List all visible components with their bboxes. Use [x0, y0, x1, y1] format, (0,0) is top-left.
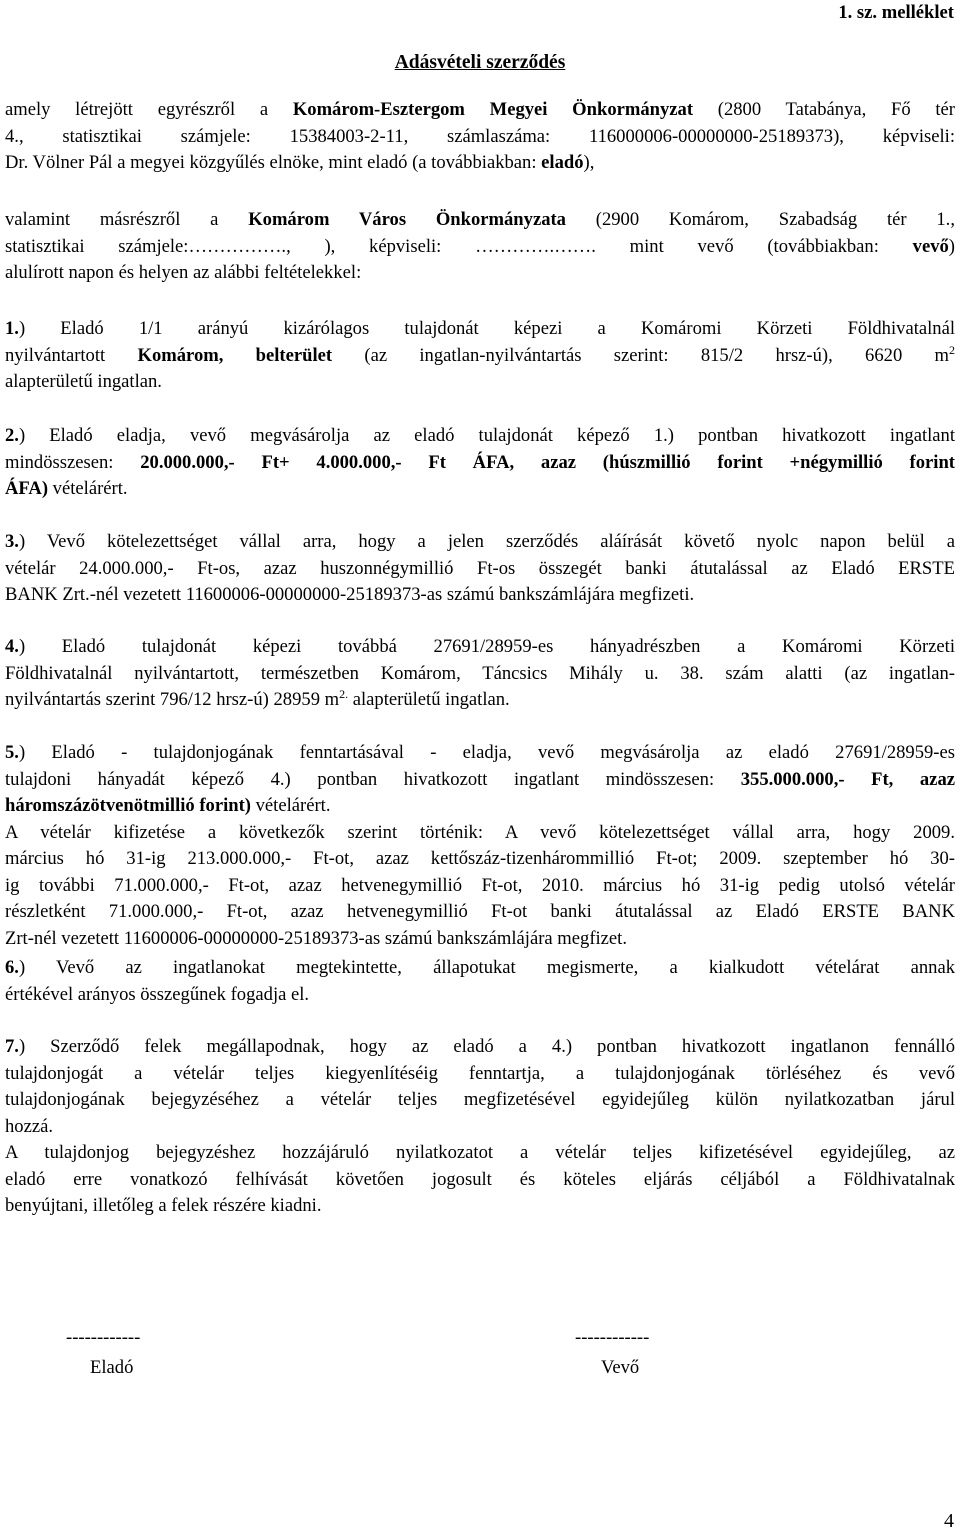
- section-5-line-8: Zrt-nél vezetett 11600006-00000000-25189373-as számú bankszámlájára megfizet.: [5, 927, 627, 949]
- signature-label-seller: Eladó: [90, 1357, 134, 1378]
- buyer-paragraph: [5, 207, 955, 287]
- section-5-line-7: részletként 71.000.000,- Ft-ot, azaz hetvenegymillió Ft-ot banki átutalással az Eladó ERSTE BANK: [5, 901, 955, 922]
- section-7-line-5: A tulajdonjog bejegyzéshez hozzájáruló nyilatkozatot a vételár teljes kifizetésével egyidejűleg, az: [5, 1142, 955, 1163]
- section-6-line-2: értékével arányos összegűnek fogadja el.: [5, 983, 310, 1005]
- section-7-line-1: 7.) Szerződő felek megállapodnak, hogy az eladó a 4.) pontban hivatkozott ingatlanon fennálló: [5, 1036, 955, 1057]
- section-6: [5, 955, 955, 1008]
- section-1-line-3: alapterületű ingatlan.: [5, 371, 162, 392]
- buyer-line-3: alulírott napon és helyen az alábbi feltételekkel:: [5, 262, 362, 283]
- section-5-line-3: háromszázötvenötmillió forint) vételárért.: [5, 795, 331, 816]
- section-5-line-2: tulajdoni hányadát képező 4.) pontban hivatkozott ingatlant mindösszesen: 355.000.000,- Ft, azaz: [5, 768, 955, 790]
- section-5-line-6: ig további 71.000.000,- Ft-ot, azaz hetvenegymillió Ft-ot, 2010. március hó 31-ig pedig utolsó vételár: [5, 874, 955, 896]
- section-3-line-3: BANK Zrt.-nél vezetett 11600006-00000000-25189373-as számú bankszámlájára megfizeti.: [5, 584, 695, 605]
- section-1-line-2: nyilvántartott Komárom, belterület (az ingatlan-nyilvántartás szerint: 815/2 hrsz-ú), 6620 $m^2$: [5, 342, 956, 366]
- intro-line-1: amely létrejött egyrészről a Komárom-Esztergom Megyei Önkormányzat (2800 Tatabánya, Fő tér: [5, 99, 955, 120]
- buyer-line-2: statisztikai számjele:……………., ), képviseli: ………….……. mint vevő (továbbiakban: vevő): [5, 235, 955, 257]
- document-title: Adásvételi szerződés: [394, 52, 566, 73]
- section-5-line-5: március hó 31-ig 213.000.000,- Ft-ot, azaz kettőszáz-tizenhárommillió Ft-ot; 2009. szeptember hó 30-: [5, 848, 955, 869]
- section-4-line-1: 4.) Eladó tulajdonát képezi továbbá 27691/28959-es hányadrészben a Komáromi Körzeti: [5, 636, 955, 657]
- signature-line-seller: ------------: [66, 1327, 141, 1348]
- signature-line-buyer: ------------: [575, 1327, 650, 1348]
- intro-paragraph: [5, 97, 955, 177]
- intro-line-2: 4., statisztikai számjele: 15384003-2-11, számlaszáma: 116000006-00000000-25189373), képviseli:: [5, 125, 955, 147]
- section-3-line-2: vételár 24.000.000,- Ft-os, azaz huszonnégymillió Ft-os összegét banki átutalással az Eladó ERSTE: [5, 557, 955, 579]
- section-3-line-1: 3.) Vevő kötelezettséget vállal arra, hogy a jelen szerződés aláírását követő nyolc napon belül a: [5, 531, 955, 552]
- signature-label-buyer: Vevő: [601, 1357, 640, 1378]
- section-5-line-4: A vételár kifizetése a következők szerint történik: A vevő kötelezettséget vállal arra, hogy 2009.: [5, 821, 955, 843]
- section-2-line-2: mindösszesen: 20.000.000,- Ft+ 4.000.000,- Ft ÁFA, azaz (húszmillió forint +négymillió forint: [5, 451, 955, 473]
- page-number: 4: [944, 1510, 954, 1532]
- section-2-line-3: ÁFA) vételárért.: [5, 478, 128, 499]
- intro-line-3: Dr. Völner Pál a megyei közgyűlés elnöke, mint eladó (a továbbiakban: eladó),: [5, 152, 595, 173]
- section-4-line-2: Földhivatalnál nyilvántartott, természetben Komárom, Táncsics Mihály u. 38. szám alatti (az ingatlan-: [5, 662, 955, 684]
- section-7-line-2: tulajdonjogát a vételár teljes kiegyenlítéséig fenntartja, a tulajdonjogának törléséhez és vevő: [5, 1062, 955, 1084]
- section-7-line-3: tulajdonjogának bejegyzéséhez a vételár teljes megfizetésével egyidejűleg külön nyilatkozatban járul: [5, 1089, 955, 1110]
- section-2: [5, 423, 955, 503]
- section-4-line-3: nyilvántartás szerint 796/12 hrsz-ú) 28959 $m^{2.}$ alapterületű ingatlan.: [5, 686, 510, 710]
- section-1: [5, 316, 955, 396]
- section-5-line-1: 5.) Eladó - tulajdonjogának fenntartásával - eladja, vevő megvásárolja az eladó 27691/28959-es: [5, 742, 955, 763]
- section-7-line-6: eladó erre vonatkozó felhívását követően jogosult és köteles eljárás céljából a Földhivatalnak: [5, 1168, 955, 1190]
- section-4: [5, 634, 955, 714]
- section-1-line-1: 1.) Eladó 1/1 arányú kizárólagos tulajdonát képezi a Komáromi Körzeti Földhivatalnál: [5, 318, 955, 339]
- section-5: [5, 740, 955, 952]
- section-7-line-4: hozzá.: [5, 1115, 54, 1137]
- section-7: [5, 1034, 955, 1220]
- section-7-line-7: benyújtani, illetőleg a felek részére kiadni.: [5, 1195, 322, 1216]
- buyer-line-1: valamint másrészről a Komárom Város Önkormányzata (2900 Komárom, Szabadság tér 1.,: [5, 209, 955, 230]
- section-3: [5, 529, 955, 609]
- section-2-line-1: 2.) Eladó eladja, vevő megvásárolja az eladó tulajdonát képező 1.) pontban hivatkozott ingatlant: [5, 425, 955, 446]
- section-6-line-1: 6.) Vevő az ingatlanokat megtekintette, állapotukat megismerte, a kialkudott vételárat annak: [5, 957, 955, 978]
- annex-label: 1. sz. melléklet: [838, 2, 954, 23]
